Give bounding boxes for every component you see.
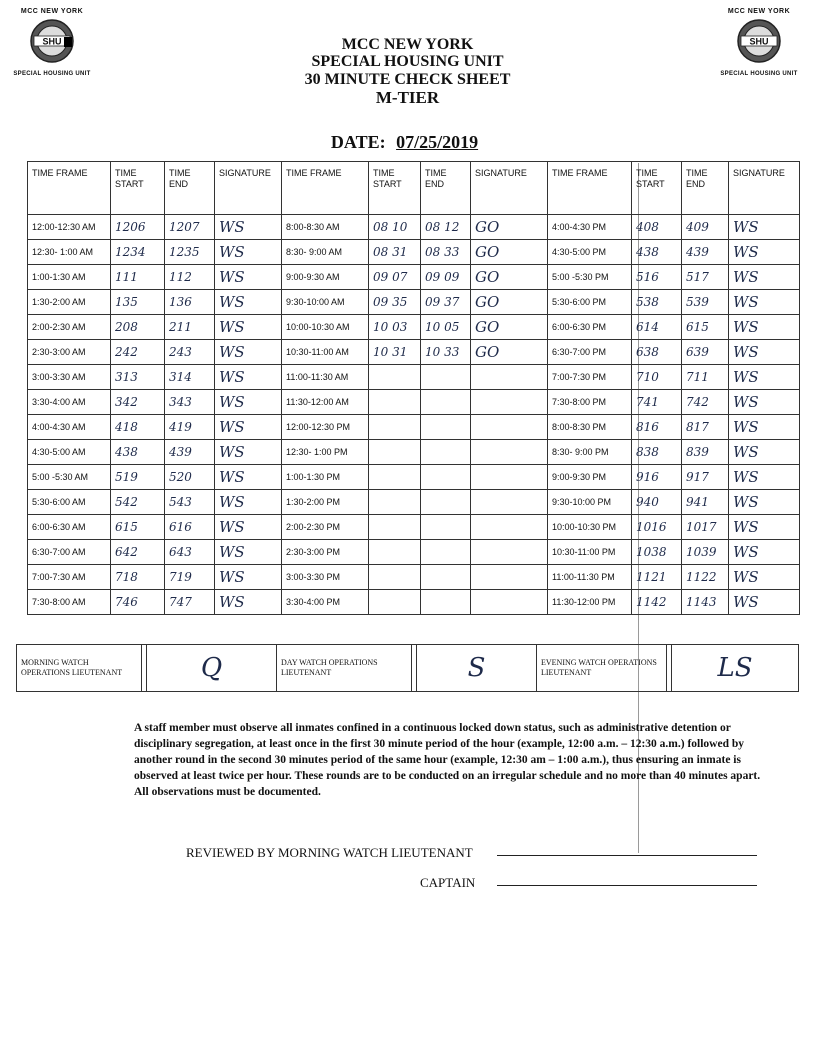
cell-end: 517 [682, 265, 729, 290]
cell-sig: WS [215, 490, 282, 515]
table-row [28, 540, 800, 565]
cell-start [369, 365, 421, 390]
cell-sig: WS [729, 315, 800, 340]
cell-start [369, 390, 421, 415]
cell-frame: 10:30-11:00 AM [282, 340, 369, 365]
cell-sig: WS [215, 540, 282, 565]
cell-start: 642 [111, 540, 165, 565]
cell-sig: WS [729, 415, 800, 440]
cell-end [421, 490, 471, 515]
seal-letters: SHU [749, 36, 769, 47]
cell-sig: WS [215, 365, 282, 390]
cell-start [369, 565, 421, 590]
table-row [28, 265, 800, 290]
logo-top-text: MCC NEW YORK [20, 8, 84, 15]
cell-end: 419 [165, 415, 215, 440]
cell-start: 718 [111, 565, 165, 590]
table-row [28, 390, 800, 415]
cell-end: 314 [165, 365, 215, 390]
cell-end: 1017 [682, 515, 729, 540]
cell-sig [471, 365, 548, 390]
cell-end: 615 [682, 315, 729, 340]
cell-end: 1143 [682, 590, 729, 615]
cell-end: 09 37 [421, 290, 471, 315]
cell-start: 1016 [632, 515, 682, 540]
cell-sig: WS [215, 590, 282, 615]
cell-start: 519 [111, 465, 165, 490]
cell-frame: 7:00-7:30 PM [548, 365, 632, 390]
cell-start [369, 515, 421, 540]
cell-start: 418 [111, 415, 165, 440]
cell-start: 916 [632, 465, 682, 490]
cell-end: 742 [682, 390, 729, 415]
col-time-start: TIME START [369, 162, 421, 215]
cell-start: 10 03 [369, 315, 421, 340]
cell-frame: 2:00-2:30 PM [282, 515, 369, 540]
col-time-frame: TIME FRAME [282, 162, 369, 215]
cell-sig: WS [215, 515, 282, 540]
cell-end [421, 365, 471, 390]
cell-end [421, 440, 471, 465]
col-time-start: TIME START [632, 162, 682, 215]
cell-frame: 8:30- 9:00 AM [282, 240, 369, 265]
cell-end [421, 540, 471, 565]
cell-sig: GO [471, 215, 548, 240]
cell-end: 719 [165, 565, 215, 590]
cell-start: 242 [111, 340, 165, 365]
cell-end: 539 [682, 290, 729, 315]
cell-frame: 9:30-10:00 AM [282, 290, 369, 315]
cell-sig: WS [729, 465, 800, 490]
col-time-frame: TIME FRAME [548, 162, 632, 215]
table-row [28, 465, 800, 490]
cell-start: 09 35 [369, 290, 421, 315]
cell-sig: GO [471, 265, 548, 290]
cell-frame: 8:30- 9:00 PM [548, 440, 632, 465]
cell-sig: WS [215, 315, 282, 340]
cell-end: 941 [682, 490, 729, 515]
cell-end: 1122 [682, 565, 729, 590]
cell-sig [471, 565, 548, 590]
cell-start [369, 465, 421, 490]
reviewed-by-label: REVIEWED BY MORNING WATCH LIEUTENANT [186, 845, 473, 860]
table-row [28, 590, 800, 615]
cell-sig: WS [729, 515, 800, 540]
cell-frame: 1:00-1:30 AM [28, 265, 111, 290]
cell-end: 1039 [682, 540, 729, 565]
cell-sig: WS [215, 340, 282, 365]
table-row [28, 490, 800, 515]
cell-start [369, 590, 421, 615]
cell-sig [471, 540, 548, 565]
cell-sig: WS [215, 415, 282, 440]
watch-signature-table [16, 644, 799, 692]
cell-end: 917 [682, 465, 729, 490]
cell-end: 520 [165, 465, 215, 490]
cell-frame: 5:00 -5:30 AM [28, 465, 111, 490]
table-row [28, 240, 800, 265]
cell-start: 614 [632, 315, 682, 340]
cell-end: 817 [682, 415, 729, 440]
cell-sig: GO [471, 315, 548, 340]
cell-sig: WS [729, 490, 800, 515]
table-row [28, 215, 800, 240]
morning-watch-signature: Q [147, 645, 277, 692]
cell-frame: 4:00-4:30 AM [28, 415, 111, 440]
col-signature: SIGNATURE [471, 162, 548, 215]
cell-sig: WS [215, 215, 282, 240]
cell-start: 1206 [111, 215, 165, 240]
cell-frame: 5:30-6:00 AM [28, 490, 111, 515]
cell-start: 542 [111, 490, 165, 515]
cell-start: 746 [111, 590, 165, 615]
cell-start: 516 [632, 265, 682, 290]
cell-frame: 5:00 -5:30 PM [548, 265, 632, 290]
cell-start: 408 [632, 215, 682, 240]
cell-end [421, 590, 471, 615]
cell-start: 10 31 [369, 340, 421, 365]
table-row [28, 565, 800, 590]
cell-start: 1038 [632, 540, 682, 565]
cell-end: 09 09 [421, 265, 471, 290]
cell-start: 816 [632, 415, 682, 440]
cell-end: 643 [165, 540, 215, 565]
col-time-start: TIME START [111, 162, 165, 215]
cell-end: 409 [682, 215, 729, 240]
cell-sig: WS [729, 540, 800, 565]
cell-frame: 6:30-7:00 AM [28, 540, 111, 565]
cell-end: 1207 [165, 215, 215, 240]
header-line-3: 30 MINUTE CHECK SHEET [304, 71, 511, 88]
logo-bottom-text: SPECIAL HOUSING UNIT [13, 71, 91, 77]
cell-end: 639 [682, 340, 729, 365]
cell-sig: WS [729, 390, 800, 415]
cell-start: 438 [632, 240, 682, 265]
watch-row [17, 645, 799, 692]
logo-bottom-text: SPECIAL HOUSING UNIT [720, 71, 798, 77]
cell-frame: 9:00-9:30 PM [548, 465, 632, 490]
cell-end: 112 [165, 265, 215, 290]
cell-end: 136 [165, 290, 215, 315]
logo-top-text: MCC NEW YORK [727, 8, 791, 15]
cell-frame: 8:00-8:30 AM [282, 215, 369, 240]
cell-frame: 7:00-7:30 AM [28, 565, 111, 590]
table-row [28, 515, 800, 540]
cell-start: 1121 [632, 565, 682, 590]
cell-sig: WS [729, 590, 800, 615]
cell-sig: WS [729, 240, 800, 265]
cell-start: 741 [632, 390, 682, 415]
cell-frame: 12:30- 1:00 PM [282, 440, 369, 465]
morning-watch-label: MORNING WATCH OPERATIONS LIEUTENANT [17, 645, 142, 692]
cell-start: 342 [111, 390, 165, 415]
cell-sig [471, 515, 548, 540]
cell-end [421, 390, 471, 415]
cell-sig: GO [471, 290, 548, 315]
cell-sig: WS [729, 565, 800, 590]
header-line-4: M-TIER [375, 88, 440, 107]
cell-sig [471, 390, 548, 415]
cell-end: 439 [165, 440, 215, 465]
table-row [28, 440, 800, 465]
cell-start: 135 [111, 290, 165, 315]
cell-frame: 9:00-9:30 AM [282, 265, 369, 290]
cell-start: 08 10 [369, 215, 421, 240]
col-time-end: TIME END [165, 162, 215, 215]
cell-frame: 7:30-8:00 AM [28, 590, 111, 615]
reviewed-signature-line [497, 855, 757, 856]
cell-end [421, 515, 471, 540]
cell-frame: 1:30-2:00 PM [282, 490, 369, 515]
cell-frame: 2:30-3:00 PM [282, 540, 369, 565]
cell-start: 438 [111, 440, 165, 465]
cell-frame: 1:30-2:00 AM [28, 290, 111, 315]
cell-frame: 10:00-10:30 PM [548, 515, 632, 540]
cell-start [369, 540, 421, 565]
cell-end: 211 [165, 315, 215, 340]
cell-end: 616 [165, 515, 215, 540]
policy-notice: A staff member must observe all inmates confined in a continuous locked down status, such as administrative detention or disciplinary segregation, at least once in the first 30 minute period of the hour (example, 12:00 a.m. – 12:30 a.m.) followed by another round in the second 30 minutes period of the same hour (example, 12:30 am – 1:00 a.m.), thus ensuring an inmate is observed at least twice per hour. These rounds are to be conducted on an irregular schedule and no more than 40 minutes apart. All observations must be documented. [134, 722, 761, 798]
cell-sig: WS [215, 240, 282, 265]
cell-sig: WS [215, 440, 282, 465]
cell-frame: 5:30-6:00 PM [548, 290, 632, 315]
cell-start: 08 31 [369, 240, 421, 265]
seal-letters: SHU [42, 36, 62, 47]
cell-end: 08 12 [421, 215, 471, 240]
cell-end: 343 [165, 390, 215, 415]
cell-start [369, 440, 421, 465]
cell-end: 08 33 [421, 240, 471, 265]
cell-sig: WS [215, 290, 282, 315]
cell-frame: 4:30-5:00 AM [28, 440, 111, 465]
cell-sig: WS [729, 215, 800, 240]
cell-start: 710 [632, 365, 682, 390]
table-row [28, 290, 800, 315]
cell-frame: 4:00-4:30 PM [548, 215, 632, 240]
table-row [28, 365, 800, 390]
cell-end [421, 415, 471, 440]
cell-sig: GO [471, 340, 548, 365]
col-signature: SIGNATURE [729, 162, 800, 215]
cell-frame: 11:00-11:30 AM [282, 365, 369, 390]
cell-frame: 6:00-6:30 AM [28, 515, 111, 540]
cell-end: 839 [682, 440, 729, 465]
cell-frame: 3:30-4:00 AM [28, 390, 111, 415]
cell-sig: WS [215, 565, 282, 590]
cell-sig [471, 590, 548, 615]
header-line-2: SPECIAL HOUSING UNIT [311, 53, 504, 70]
cell-sig: WS [729, 365, 800, 390]
cell-start: 638 [632, 340, 682, 365]
cell-end [421, 565, 471, 590]
col-time-end: TIME END [421, 162, 471, 215]
cell-frame: 1:00-1:30 PM [282, 465, 369, 490]
table-row [28, 315, 800, 340]
cell-frame: 11:30-12:00 AM [282, 390, 369, 415]
table-row [28, 415, 800, 440]
table-header-row [28, 162, 800, 215]
cell-end: 10 33 [421, 340, 471, 365]
cell-frame: 3:00-3:30 AM [28, 365, 111, 390]
cell-start: 1234 [111, 240, 165, 265]
captain-label: CAPTAIN [420, 875, 476, 890]
cell-sig: WS [729, 265, 800, 290]
cell-end: 747 [165, 590, 215, 615]
cell-start: 1142 [632, 590, 682, 615]
cell-sig: WS [215, 390, 282, 415]
cell-frame: 11:30-12:00 PM [548, 590, 632, 615]
cell-frame: 12:00-12:30 AM [28, 215, 111, 240]
cell-frame: 6:30-7:00 PM [548, 340, 632, 365]
col-signature: SIGNATURE [215, 162, 282, 215]
cell-end: 1235 [165, 240, 215, 265]
cell-end: 243 [165, 340, 215, 365]
check-sheet-table [27, 161, 800, 615]
day-watch-label: DAY WATCH OPERATIONS LIEUTENANT [277, 645, 412, 692]
cell-frame: 10:00-10:30 AM [282, 315, 369, 340]
date-line [0, 132, 815, 153]
day-watch-signature: S [417, 645, 537, 692]
cell-start [369, 415, 421, 440]
cell-sig: WS [215, 465, 282, 490]
evening-watch-label: EVENING WATCH OPERATIONS LIEUTENANT [537, 645, 667, 692]
cell-frame: 10:30-11:00 PM [548, 540, 632, 565]
cell-sig: WS [729, 340, 800, 365]
cell-frame: 2:30-3:00 AM [28, 340, 111, 365]
cell-frame: 9:30-10:00 PM [548, 490, 632, 515]
cell-sig: WS [729, 290, 800, 315]
header-line-1: MCC NEW YORK [341, 36, 474, 53]
cell-frame: 12:00-12:30 PM [282, 415, 369, 440]
cell-sig [471, 440, 548, 465]
date-value: 07/25/2019 [396, 132, 479, 152]
cell-end: 711 [682, 365, 729, 390]
cell-start: 940 [632, 490, 682, 515]
cell-frame: 12:30- 1:00 AM [28, 240, 111, 265]
cell-start [369, 490, 421, 515]
cell-start: 313 [111, 365, 165, 390]
cell-frame: 7:30-8:00 PM [548, 390, 632, 415]
cell-frame: 11:00-11:30 PM [548, 565, 632, 590]
date-label: DATE: [330, 132, 386, 152]
cell-sig [471, 415, 548, 440]
evening-watch-signature: LS [672, 645, 799, 692]
cell-start: 615 [111, 515, 165, 540]
col-time-frame: TIME FRAME [28, 162, 111, 215]
cell-frame: 3:30-4:00 PM [282, 590, 369, 615]
cell-sig: WS [215, 265, 282, 290]
cell-end [421, 465, 471, 490]
cell-end: 439 [682, 240, 729, 265]
cell-start: 208 [111, 315, 165, 340]
captain-signature-line [497, 885, 757, 886]
col-time-end: TIME END [682, 162, 729, 215]
cell-frame: 4:30-5:00 PM [548, 240, 632, 265]
cell-frame: 2:00-2:30 AM [28, 315, 111, 340]
cell-end: 10 05 [421, 315, 471, 340]
cell-sig: WS [729, 440, 800, 465]
cell-frame: 8:00-8:30 PM [548, 415, 632, 440]
cell-start: 538 [632, 290, 682, 315]
cell-start: 838 [632, 440, 682, 465]
cell-sig: GO [471, 240, 548, 265]
cell-start: 111 [111, 265, 165, 290]
cell-start: 09 07 [369, 265, 421, 290]
cell-sig [471, 465, 548, 490]
cell-end: 543 [165, 490, 215, 515]
table-row [28, 340, 800, 365]
cell-frame: 3:00-3:30 PM [282, 565, 369, 590]
cell-frame: 6:00-6:30 PM [548, 315, 632, 340]
cell-sig [471, 490, 548, 515]
